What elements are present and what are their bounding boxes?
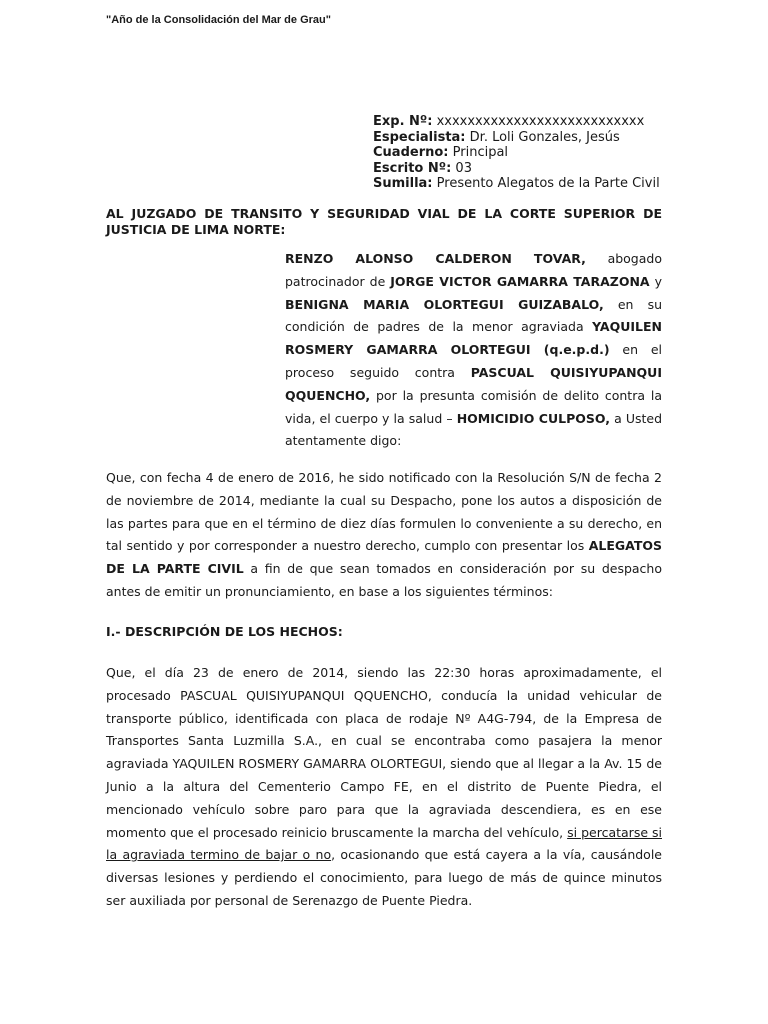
paragraph-text: , ocasionando que está cayera a la vía, causándole diversas lesiones y perdiendo el conocimiento, para luego de más de quince minutos ser auxiliada por personal de Serenazgo de Puente Piedra. bbox=[106, 847, 662, 908]
sumilla-row bbox=[373, 176, 660, 192]
cuaderno-row bbox=[373, 145, 660, 161]
escrito-row bbox=[373, 161, 660, 177]
intro-text: y bbox=[649, 273, 662, 289]
exp-row bbox=[373, 114, 660, 130]
year-motto: "Año de la Consolidación del Mar de Grau" bbox=[106, 14, 331, 26]
intro-text: por la presunta comisión de delito contra la vida, el cuerpo y la salud – bbox=[285, 387, 662, 426]
intro-text: a Usted atentamente digo: bbox=[285, 410, 663, 449]
escrito-label: Escrito Nº: bbox=[373, 160, 452, 176]
crime-name: HOMICIDIO CULPOSO, bbox=[456, 410, 610, 426]
paragraph-text: a fin de que sean tomados en consideración por su despacho antes de emitir un pronunciamiento, en base a los siguientes términos: bbox=[106, 561, 662, 599]
intro-text: abogado patrocinador de bbox=[285, 251, 662, 289]
especialista-row bbox=[373, 130, 660, 146]
section-title: I.- DESCRIPCIÓN DE LOS HECHOS: bbox=[106, 624, 343, 639]
intro-text: en el proceso seguido contra bbox=[285, 342, 662, 380]
sumilla-value: Presento Alegatos de la Parte Civil bbox=[436, 176, 660, 191]
case-header bbox=[373, 114, 660, 192]
exp-value: xxxxxxxxxxxxxxxxxxxxxxxxxxx bbox=[436, 114, 645, 129]
paragraph-notification bbox=[106, 467, 662, 604]
exp-label: Exp. Nº: bbox=[373, 114, 433, 129]
intro-text: en su condición de padres de la menor agraviada bbox=[285, 296, 663, 335]
especialista-label: Especialista: bbox=[373, 129, 466, 145]
cuaderno-label: Cuaderno: bbox=[373, 145, 449, 160]
defendant-name: PASCUAL QUISIYUPANQUI QQUENCHO, bbox=[285, 364, 662, 403]
intro-paragraph bbox=[285, 248, 662, 453]
paragraph-text: Que, el día 23 de enero de 2014, siendo las 22:30 horas aproximadamente, el procesado PASCUAL QUISIYUPANQUI QQUENCHO, conducía la unidad vehicular de transporte público, identificada con placa de rodaje Nº A4G-794, de la Empresa de Transportes Santa Luzmilla S.A., en cual se encontraba como pasajera la menor agraviada YAQUILEN ROSMERY GAMARRA OLORTEGUI, siendo que al llegar a la Av. 15 de Junio a la altura del Cementerio Campo FE, en el distrito de Puente Piedra, el mencionado vehículo sobre paro para que la agraviada descendiera, es en ese momento que el procesado reinicio bruscamente la marcha del vehículo, bbox=[106, 665, 662, 840]
father-name: JORGE VICTOR GAMARRA TARAZONA bbox=[390, 273, 650, 289]
alegatos-title: ALEGATOS DE LA PARTE CIVIL bbox=[106, 538, 662, 577]
paragraph-facts bbox=[106, 662, 662, 913]
paragraph-text: Que, con fecha 4 de enero de 2016, he sido notificado con la Resolución S/N de fecha 2 de noviembre de 2014, mediante la cual su Despacho, pone los autos a disposición de las partes para que en el término de diez días formulen lo conveniente a su derecho, en tal sentido y por corresponder a nuestro derecho, cumplo con presentar los bbox=[106, 470, 662, 554]
cuaderno-value: Principal bbox=[452, 145, 509, 160]
especialista-value: Dr. Loli Gonzales, Jesús bbox=[469, 129, 620, 145]
underlined-text: si percatarse si la agraviada termino de bajar o no bbox=[106, 824, 662, 863]
lawyer-name: RENZO ALONSO CALDERON TOVAR, bbox=[285, 251, 586, 266]
mother-name: BENIGNA MARIA OLORTEGUI GUIZABALO, bbox=[285, 296, 604, 312]
victim-name: YAQUILEN ROSMERY GAMARRA OLORTEGUI (q.e.p.d.) bbox=[285, 319, 662, 358]
escrito-value: 03 bbox=[455, 160, 472, 176]
addressee: AL JUZGADO DE TRANSITO Y SEGURIDAD VIAL DE LA CORTE SUPERIOR DE JUSTICIA DE LIMA NORTE: bbox=[106, 206, 662, 237]
sumilla-label: Sumilla: bbox=[373, 176, 433, 191]
